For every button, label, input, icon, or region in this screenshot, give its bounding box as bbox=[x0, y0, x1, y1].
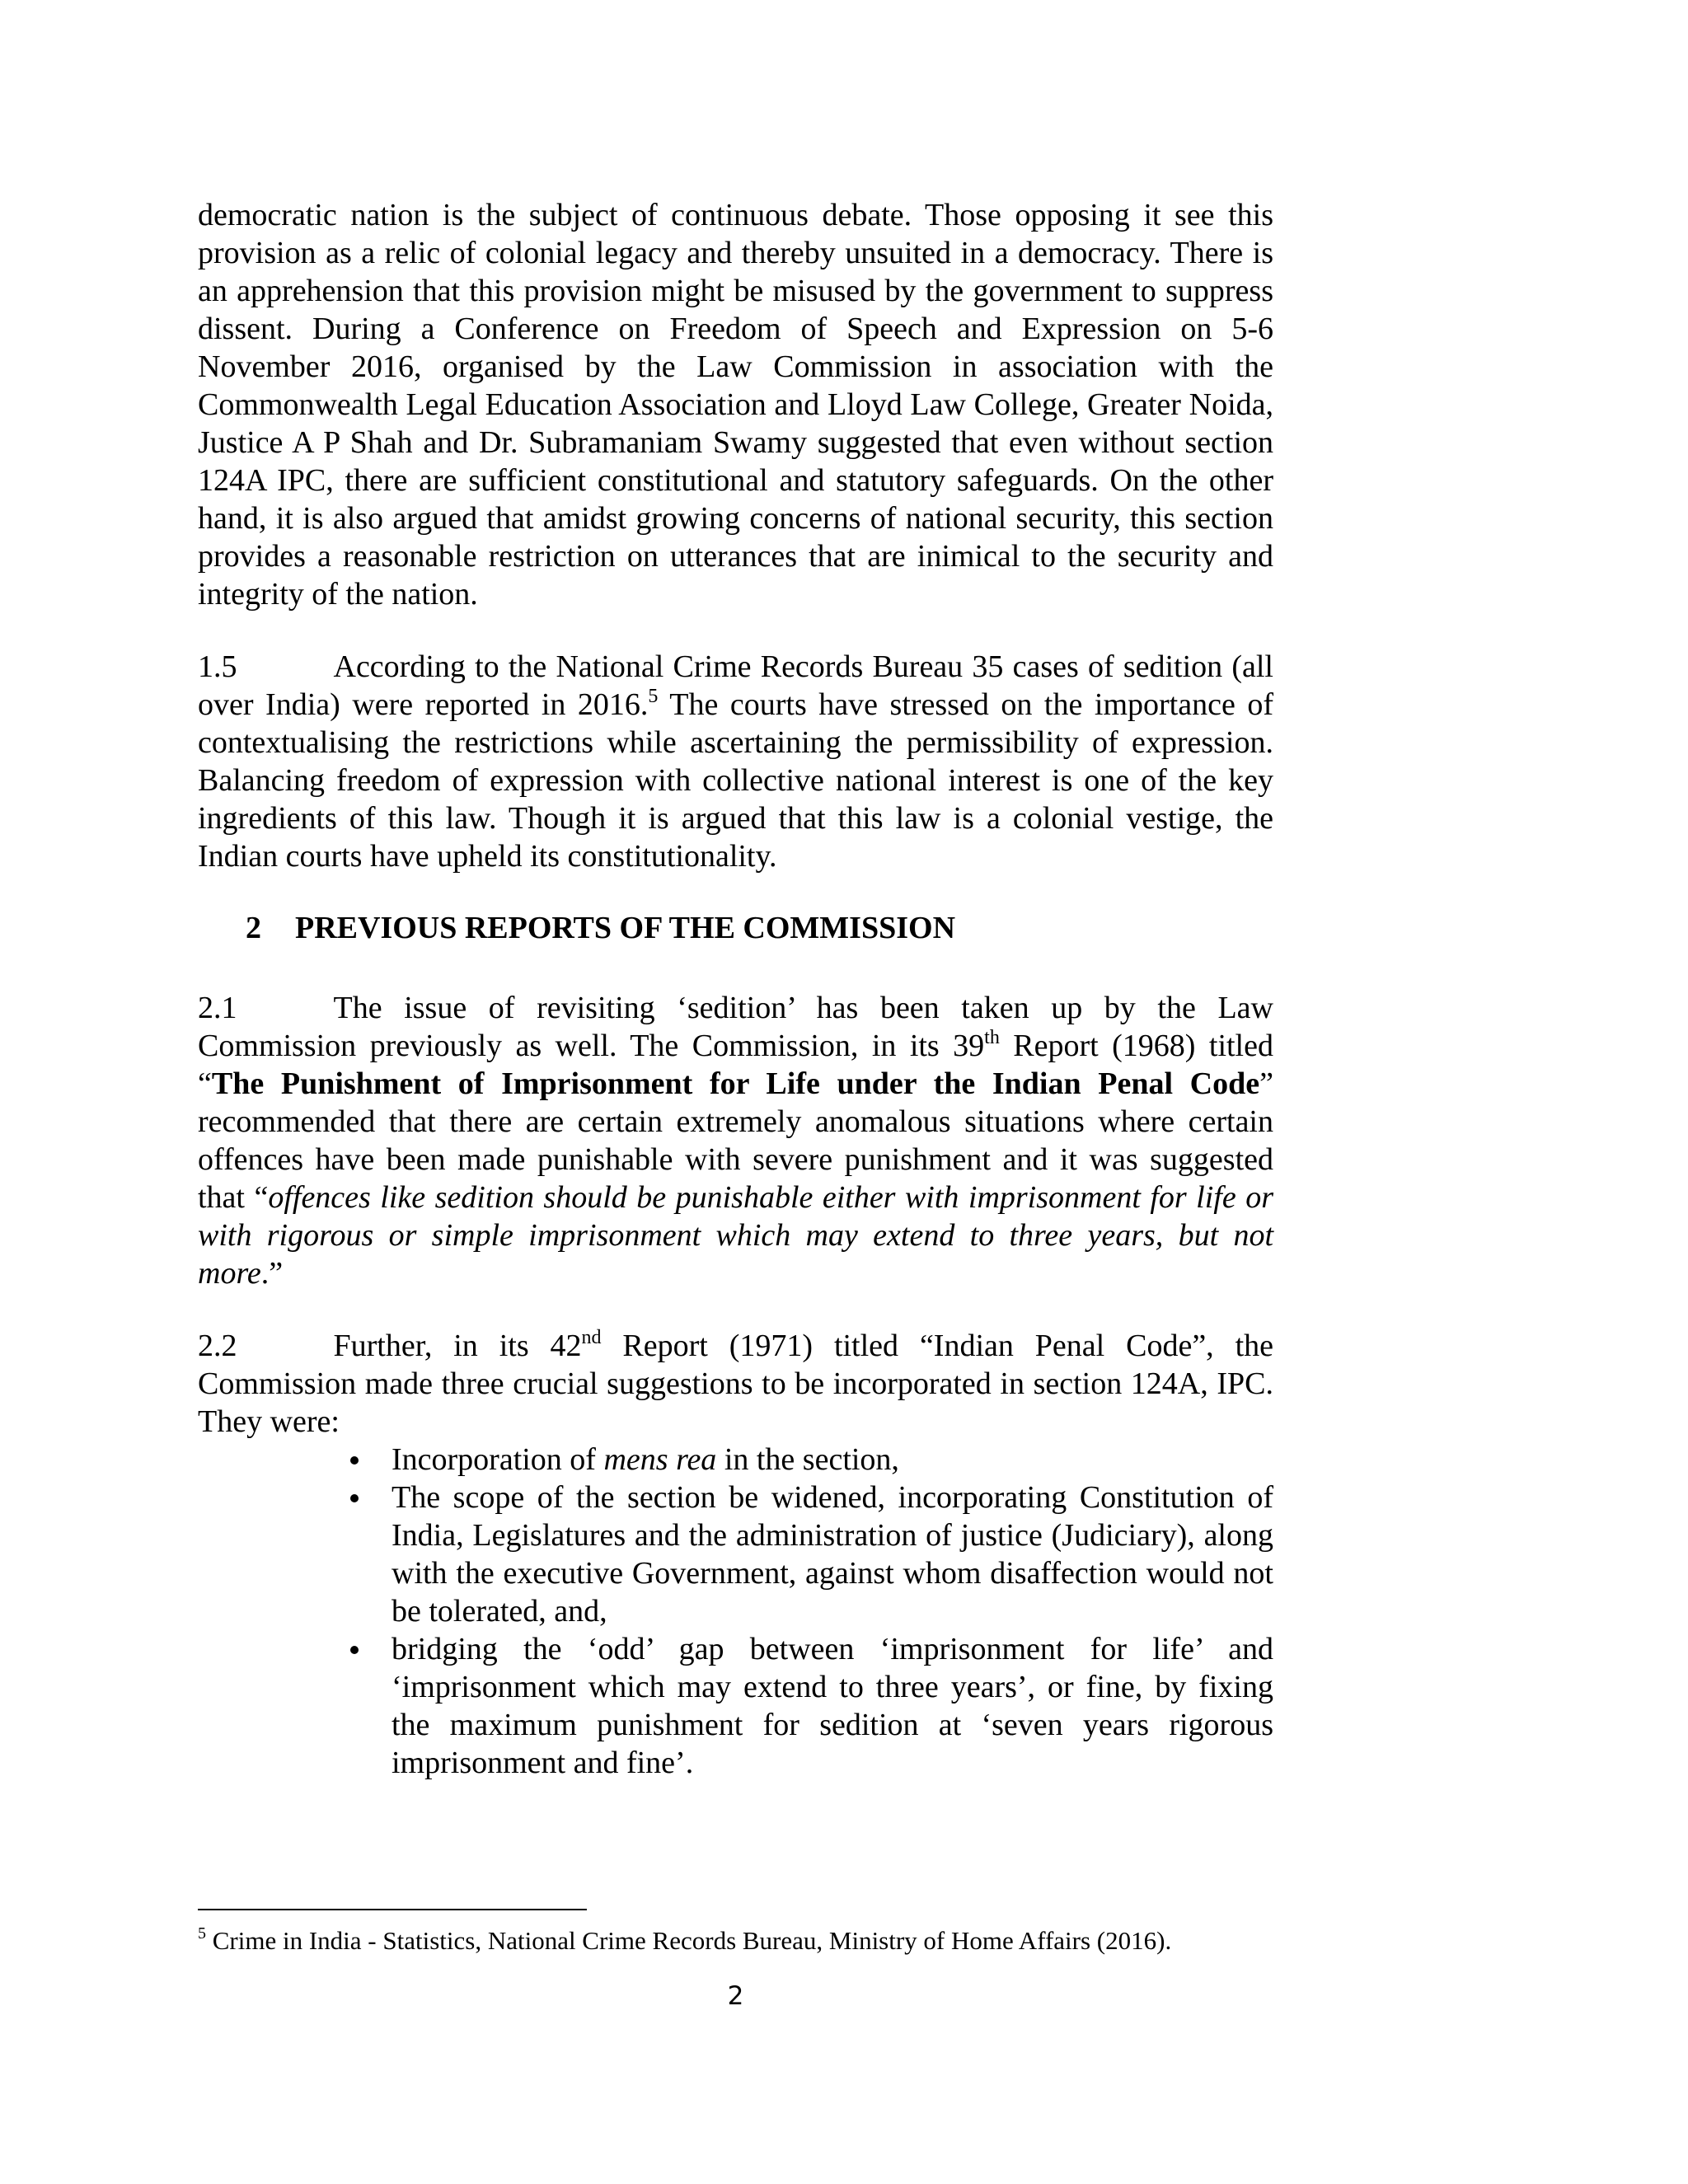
paragraph-text: ” recommended that there are certain extremely anomalous situations where certain offences have been made punishable with severe punishment and it was suggested that “ bbox=[198, 1066, 1273, 1215]
footnote bbox=[198, 1925, 1171, 1957]
footnote-text: Crime in India - Statistics, National Crime Records Bureau, Ministry of Home Affairs (2016). bbox=[206, 1926, 1172, 1955]
paragraph-2-2 bbox=[198, 1327, 1273, 1441]
list-item-text: Incorporation of bbox=[392, 1442, 604, 1477]
list-item-text: in the section, bbox=[716, 1442, 899, 1477]
list-item bbox=[392, 1441, 1273, 1479]
quoted-recommendation: offences like sedition should be punishable either with imprisonment for life or with rigorous or simple imprisonment which may extend to three years, but not more bbox=[198, 1180, 1273, 1291]
footnote-divider bbox=[198, 1909, 587, 1910]
list-item bbox=[392, 1630, 1273, 1782]
bullet-icon bbox=[350, 1494, 359, 1502]
report-title: The Punishment of Imprisonment for Life under the Indian Penal Code bbox=[211, 1066, 1260, 1101]
ordinal-suffix: nd bbox=[581, 1327, 602, 1348]
paragraph-2-1 bbox=[198, 989, 1273, 1292]
paragraph-number: 2.1 bbox=[198, 991, 237, 1025]
paragraph-intro bbox=[198, 196, 1273, 613]
section-title: PREVIOUS REPORTS OF THE COMMISSION bbox=[295, 911, 956, 945]
list-item-text: bridging the ‘odd’ gap between ‘imprisonment for life’ and ‘imprisonment which may extend to three years’, or fine, by fixing the maximum punishment for sedition at ‘seven years rigorous imprisonment and fine’. bbox=[392, 1632, 1273, 1780]
paragraph-number: 2.2 bbox=[198, 1329, 237, 1363]
paragraph-text: Report (1968) titled “ bbox=[198, 1029, 1273, 1101]
section-heading bbox=[246, 909, 955, 947]
paragraph-text: .” bbox=[260, 1256, 284, 1291]
paragraph-number: 1.5 bbox=[198, 649, 237, 684]
paragraph-intro-text: democratic nation is the subject of continuous debate. Those opposing it see this provision as a relic of colonial legacy and thereby unsuited in a democracy. There is an apprehension that this provision might be misused by the government to suppress dissent. During a Conference on Freedom of Speech and Expression on 5-6 November 2016, organised by the Law Commission in association with the Commonwealth Legal Education Association and Lloyd Law College, Greater Noida, Justice A P Shah and Dr. Subramaniam Swamy suggested that even without section 124A IPC, there are sufficient constitutional and statutory safeguards. On the other hand, it is also argued that amidst growing concerns of national security, this section provides a reasonable restriction on utterances that are inimical to the security and integrity of the nation. bbox=[198, 198, 1273, 612]
paragraph-text: According to the National Crime Records Bureau 35 cases of sedition (all over India) were reported in 2016. bbox=[198, 649, 1273, 722]
paragraph-text: The courts have stressed on the importance of contextualising the restrictions while ascertaining the permissibility of expression. Balancing freedom of expression with collective national interest is one of the key ingredients of this law. Though it is argued that this law is a colonial vestige, the Indian courts have upheld its constitutionality. bbox=[198, 687, 1273, 874]
suggestions-list bbox=[392, 1441, 1273, 1782]
list-item bbox=[392, 1479, 1273, 1630]
list-item-text: The scope of the section be widened, incorporating Constitution of India, Legislatures and the administration of justice (Judiciary), along with the executive Government, against whom disaffection would not be tolerated, and, bbox=[392, 1480, 1273, 1629]
bullet-icon bbox=[350, 1456, 359, 1465]
paragraph-text: The issue of revisiting ‘sedition’ has been taken up by the Law Commission previously as well. The Commission, in its 39 bbox=[198, 991, 1273, 1063]
section-number: 2 bbox=[246, 911, 261, 945]
footnote-number: 5 bbox=[198, 1924, 206, 1943]
ordinal-suffix: th bbox=[984, 1027, 1000, 1048]
page-number: 2 bbox=[727, 1981, 744, 2011]
list-item-emphasis: mens rea bbox=[603, 1442, 717, 1477]
bullet-icon bbox=[350, 1646, 359, 1654]
paragraph-text: Report (1971) titled “Indian Penal Code”, the Commission made three crucial suggestions to be incorporated in section 124A, IPC. They were: bbox=[198, 1329, 1274, 1439]
paragraph-text: Further, in its 42 bbox=[333, 1329, 582, 1363]
paragraph-1-5 bbox=[198, 648, 1273, 875]
footnote-reference[interactable]: 5 bbox=[648, 686, 659, 707]
